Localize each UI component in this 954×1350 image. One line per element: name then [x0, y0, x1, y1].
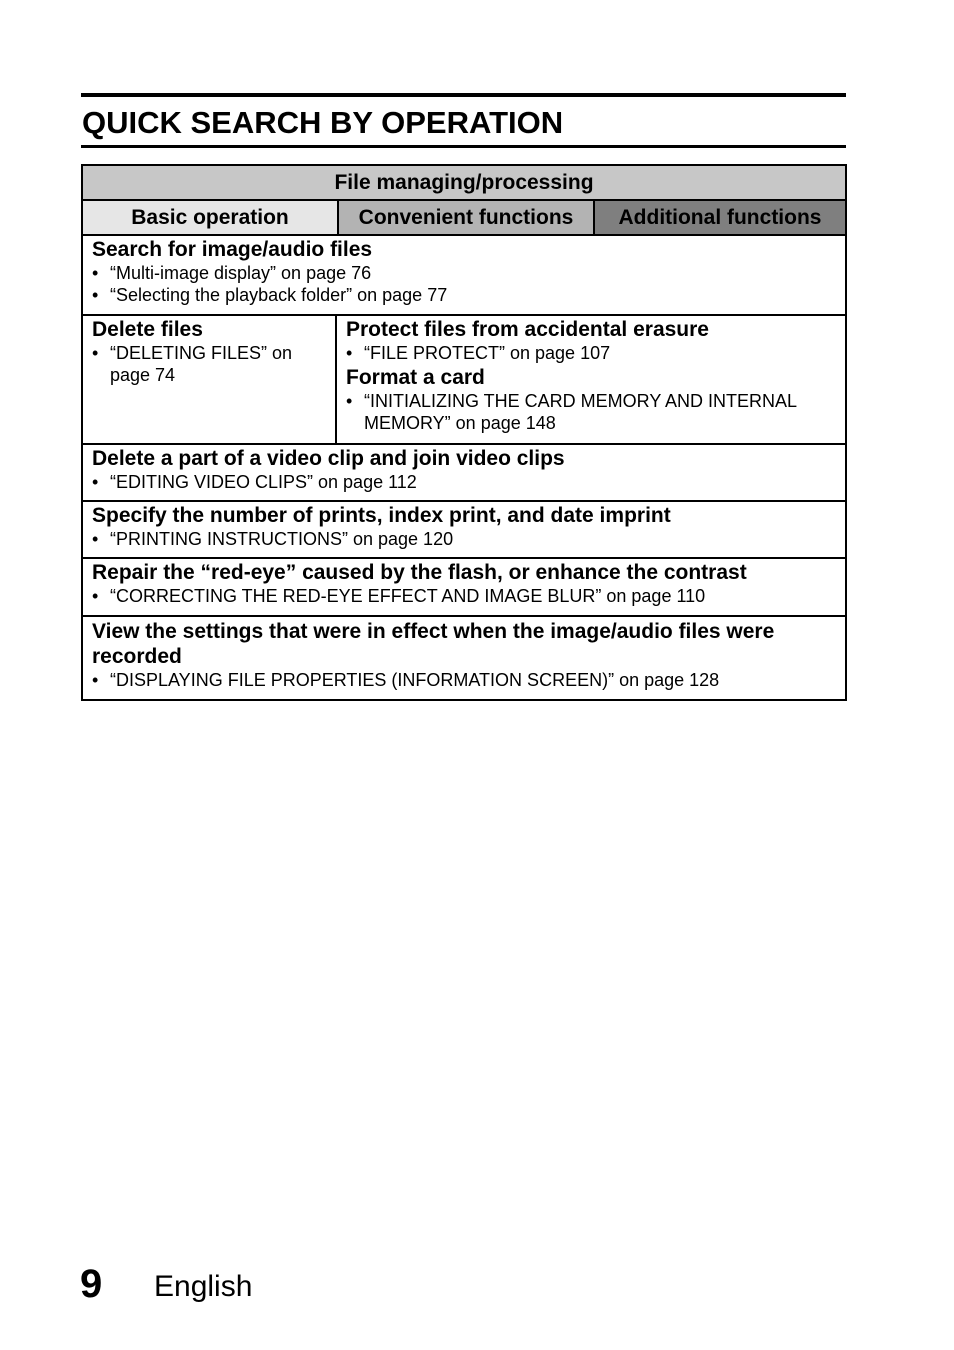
row-red-eye [83, 560, 845, 617]
row-heading: Search for image/audio files [92, 238, 373, 261]
list-item [92, 585, 845, 607]
list-item [92, 284, 845, 306]
legend-convenient-functions: Convenient functions [339, 201, 595, 234]
page-number: 9 [80, 1262, 103, 1306]
row-delete-protect-format [83, 316, 845, 445]
cell-delete-files [83, 316, 337, 443]
list-item [92, 471, 845, 493]
list-item [92, 528, 845, 550]
page-reference: “DISPLAYING FILE PROPERTIES (INFORMATION SCREEN)” on page 128 [110, 670, 720, 690]
page-reference: “INITIALIZING THE CARD MEMORY AND INTERNAL [364, 391, 798, 411]
list-item [92, 342, 335, 386]
bullet: • [346, 343, 353, 363]
page-reference: “Multi-image display” on page 76 [110, 263, 372, 283]
category-legend [83, 201, 845, 236]
row-heading: Specify the number of prints, index print, and date imprint [92, 504, 671, 527]
bullet: • [92, 670, 99, 690]
list-item [92, 669, 845, 691]
legend-basic-operation: Basic operation [83, 201, 339, 234]
row-settings [83, 619, 845, 699]
row-search [83, 237, 845, 316]
row-heading: Delete files [92, 318, 203, 341]
bullet: • [92, 472, 99, 492]
language-label: English [154, 1270, 253, 1303]
row-heading: Delete a part of a video clip and join video clips [92, 447, 565, 470]
row-heading-cont: recorded [92, 645, 182, 668]
bullet: • [92, 285, 99, 305]
row-heading: View the settings that were in effect when the image/audio files were [92, 620, 775, 643]
row-edit-video [83, 446, 845, 502]
page-reference: “CORRECTING THE RED-EYE EFFECT AND IMAGE BLUR” on page 110 [110, 586, 706, 606]
list-item [346, 390, 845, 434]
table-header: File managing/processing [83, 166, 845, 201]
page-title: QUICK SEARCH BY OPERATION [82, 105, 564, 140]
page-reference: “PRINTING INSTRUCTIONS” on page 120 [110, 529, 454, 549]
page-reference: “DELETING FILES” on [110, 343, 293, 363]
list-item [92, 262, 845, 284]
page-reference-cont: page 74 [110, 365, 176, 385]
bullet: • [92, 586, 99, 606]
row-heading: Protect files from accidental erasure [346, 318, 709, 341]
quick-search-table [81, 164, 847, 701]
page-reference: “EDITING VIDEO CLIPS” on page 112 [110, 472, 417, 492]
page-reference: “Selecting the playback folder” on page 77 [110, 285, 448, 305]
page-reference-cont: MEMORY” on page 148 [364, 413, 556, 433]
row-heading: Repair the “red-eye” caused by the flash, or enhance the contrast [92, 561, 747, 584]
page-reference: “FILE PROTECT” on page 107 [364, 343, 611, 363]
row-printing [83, 503, 845, 559]
list-item [346, 342, 845, 364]
page-title-bar [81, 93, 846, 148]
bullet: • [92, 529, 99, 549]
bullet: • [92, 263, 99, 283]
bullet: • [92, 343, 99, 363]
legend-additional-functions: Additional functions [595, 201, 845, 234]
bullet: • [346, 391, 353, 411]
row-heading: Format a card [346, 366, 485, 389]
cell-protect-format [337, 316, 845, 443]
